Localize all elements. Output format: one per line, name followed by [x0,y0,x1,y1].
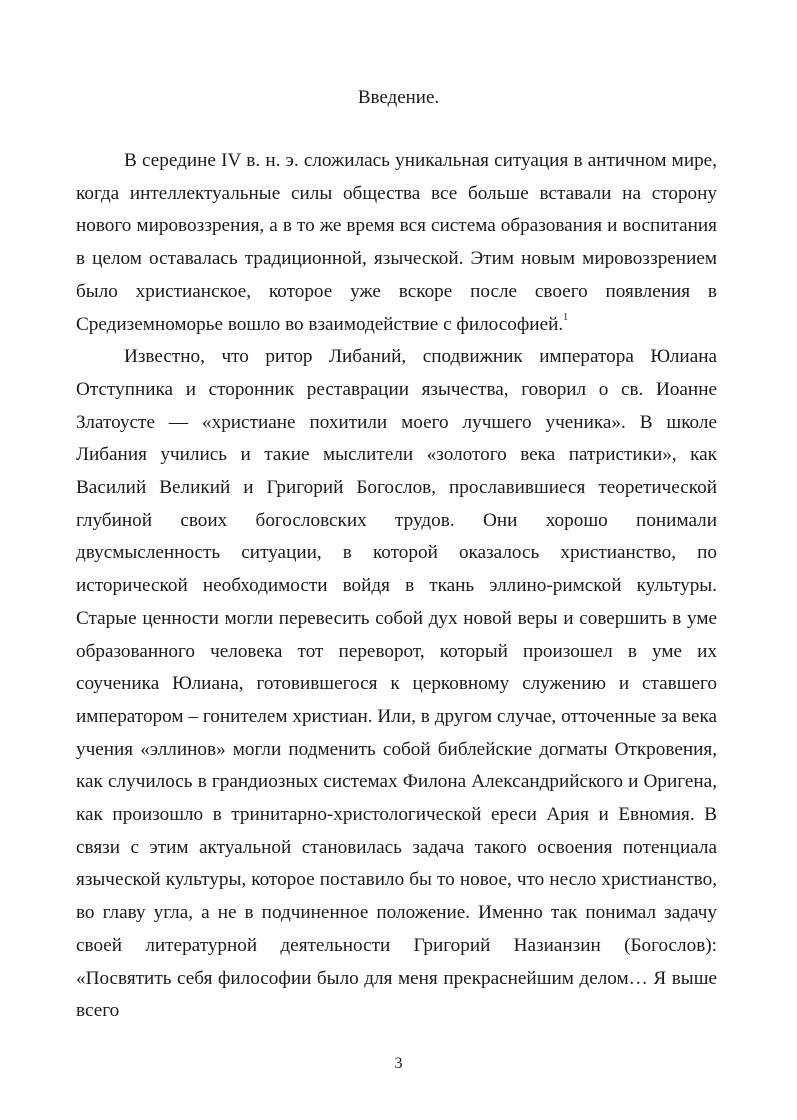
page-number: 3 [394,1055,403,1072]
footnote-reference[interactable]: 1 [563,312,569,324]
section-title: Введение. [357,87,440,108]
paragraph-1 [76,145,717,341]
paragraph-2 [76,341,717,1028]
body-text [76,145,717,1028]
paragraph-1-text: В середине IV в. н. э. сложилась уникальная ситуация в античном мире, когда интеллектуальные силы общества все больше вставали на сторону нового мировоззрения, а в то же время вся система образования и воспитания в целом оставалась традиционной, языческой. Этим новым мировоззрением было христианское, которое уже вскоре после своего появления в Средиземноморье вошло во взаимодействие с философией. [76,150,717,335]
paragraph-2-text: Известно, что ритор Либаний, сподвижник императора Юлиана Отступника и сторонник реставрации язычества, говорил о св. Иоанне Златоусте — «христиане похитили моего лучшего ученика». В школе Либания учились и такие мыслители «золотого века патристики», как Василий Великий и Григорий Богослов, прославившиеся теоретической глубиной своих богословских трудов. Они хорошо понимали двусмысленность ситуации, в которой оказалось христианство, по исторической необходимости войдя в ткань эллино-римской культуры. Старые ценности могли перевесить собой дух новой веры и совершить в уме образованного человека тот переворот, который произошел в уме их соученика Юлиана, готовившегося к церковному служению и ставшего императором – гонителем христиан. Или, в другом случае, отточенные за века учения «эллинов» могли подменить собой библейские догматы Откровения, как случилось в грандиозных системах Филона Александрийского и Оригена, как произошло в тринитарно-христологической ереси Ария и Евномия. В связи с этим актуальной становилась задача такого освоения потенциала языческой культуры, которое поставило бы то новое, что несло христианство, во главу угла, а не в подчиненное положение. Именно так понимал задачу своей литературной деятельности Григорий Назианзин (Богослов): «Посвятить себя философии было для меня прекраснейшим делом… Я выше всего [76,346,717,1022]
